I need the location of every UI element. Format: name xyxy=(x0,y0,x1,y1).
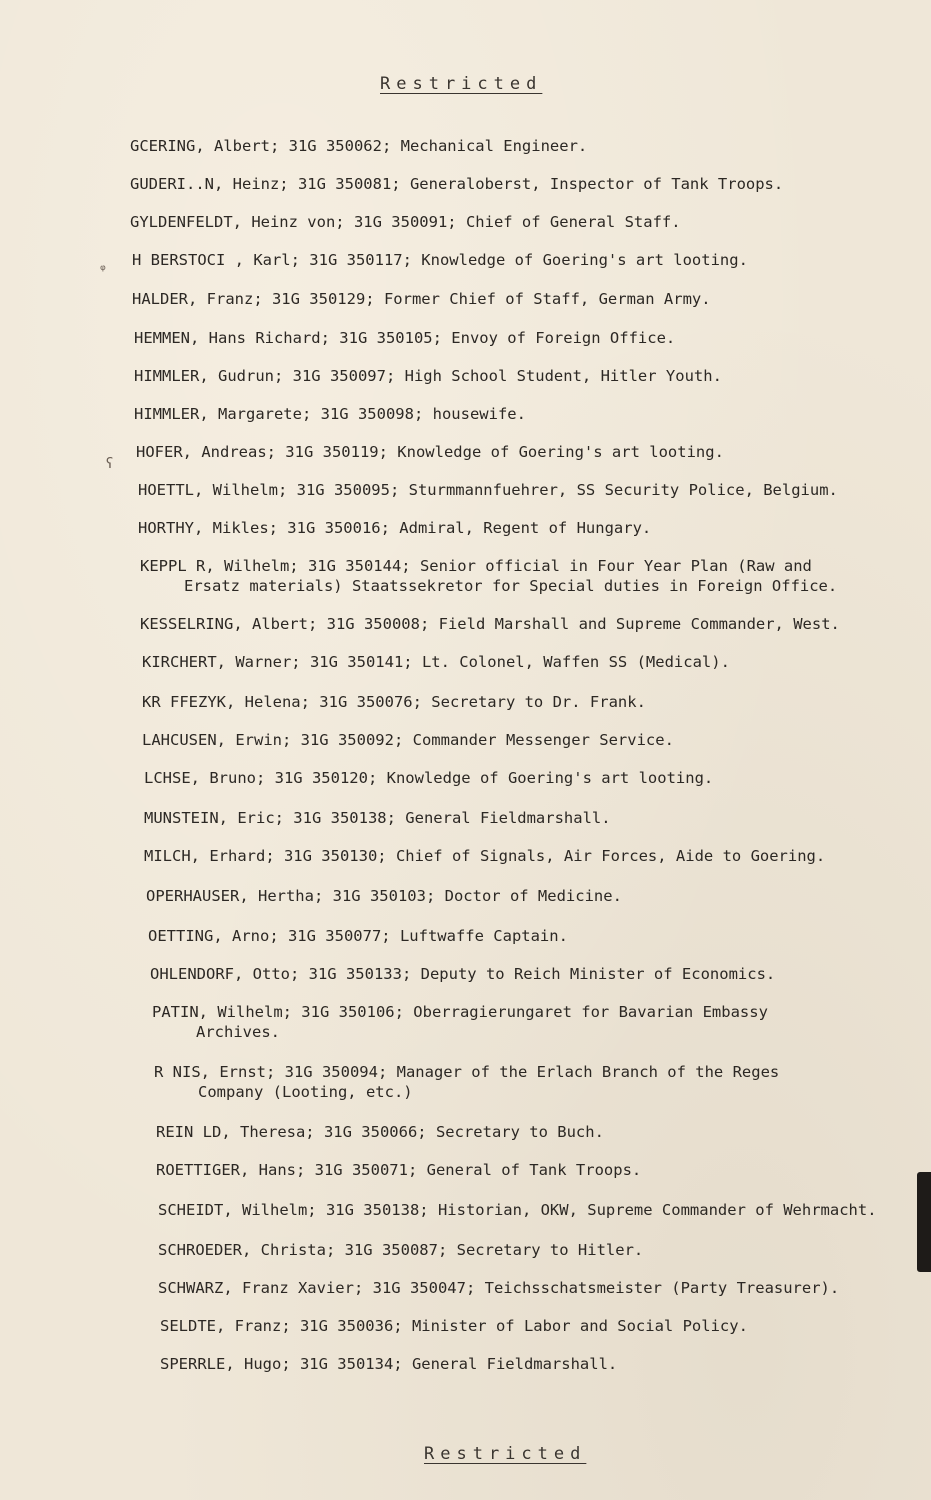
list-item xyxy=(156,1160,641,1180)
list-item xyxy=(142,652,730,672)
entry-text: SELDTE, Franz; 31G 350036; Minister of Labor and Social Policy. xyxy=(160,1317,748,1335)
entry-text: SCHWARZ, Franz Xavier; 31G 350047; Teichsschatsmeister (Party Treasurer). xyxy=(158,1279,840,1297)
list-item xyxy=(160,1354,617,1374)
list-item xyxy=(150,964,775,984)
entry-text: GCERING, Albert; 31G 350062; Mechanical Engineer. xyxy=(130,137,588,155)
list-item xyxy=(134,328,675,348)
list-item xyxy=(144,768,713,788)
list-item xyxy=(130,136,587,156)
classification-header: Restricted xyxy=(380,74,543,94)
list-item xyxy=(138,480,838,500)
entry-text: LAHCUSEN, Erwin; 31G 350092; Commander Messenger Service. xyxy=(142,731,674,749)
margin-annotation: ʕ xyxy=(106,456,114,472)
list-item xyxy=(158,1278,839,1298)
entry-text: H BERSTOCI , Karl; 31G 350117; Knowledge of Goering's art looting. xyxy=(132,251,748,269)
entry-text: LCHSE, Bruno; 31G 350120; Knowledge of Goering's art looting. xyxy=(144,769,714,787)
entry-text: ROETTIGER, Hans; 31G 350071; General of Tank Troops. xyxy=(156,1161,642,1179)
list-item xyxy=(134,404,526,424)
entry-text: OHLENDORF, Otto; 31G 350133; Deputy to Reich Minister of Economics. xyxy=(150,965,776,983)
list-item xyxy=(138,518,651,538)
entry-text: KESSELRING, Albert; 31G 350008; Field Marshall and Supreme Commander, West. xyxy=(140,615,840,633)
entry-text: SPERRLE, Hugo; 31G 350134; General Fieldmarshall. xyxy=(160,1355,618,1373)
list-item xyxy=(158,1200,877,1220)
entry-text: GUDERI..N, Heinz; 31G 350081; Generaloberst, Inspector of Tank Troops. xyxy=(130,175,784,193)
list-item xyxy=(140,614,840,634)
entry-text: HEMMEN, Hans Richard; 31G 350105; Envoy of Foreign Office. xyxy=(134,329,676,347)
list-item xyxy=(130,174,783,194)
entry-text: MUNSTEIN, Eric; 31G 350138; General Fieldmarshall. xyxy=(144,809,611,827)
list-item xyxy=(134,366,722,386)
list-item xyxy=(160,1316,748,1336)
classification-footer: Restricted xyxy=(424,1444,587,1464)
entry-continuation: Company (Looting, etc.) xyxy=(198,1083,413,1101)
list-item xyxy=(132,250,748,270)
margin-annotation: ᵩ xyxy=(100,258,106,274)
list-item xyxy=(144,808,611,828)
entry-text: HOETTL, Wilhelm; 31G 350095; Sturmmannfuehrer, SS Security Police, Belgium. xyxy=(138,481,838,499)
list-item xyxy=(156,1122,604,1142)
entry-text: SCHROEDER, Christa; 31G 350087; Secretary to Hitler. xyxy=(158,1241,644,1259)
entry-text: OPERHAUSER, Hertha; 31G 350103; Doctor of Medicine. xyxy=(146,887,622,905)
list-item xyxy=(158,1240,643,1260)
entry-text: MILCH, Erhard; 31G 350130; Chief of Signals, Air Forces, Aide to Goering. xyxy=(144,847,826,865)
entry-text: HALDER, Franz; 31G 350129; Former Chief of Staff, German Army. xyxy=(132,290,711,308)
list-item xyxy=(136,442,724,462)
entry-continuation: Ersatz materials) Staatssekretor for Special duties in Foreign Office. xyxy=(184,577,838,595)
entry-text: REIN LD, Theresa; 31G 350066; Secretary to Buch. xyxy=(156,1123,604,1141)
list-item xyxy=(144,846,825,866)
entry-text: HIMMLER, Margarete; 31G 350098; housewife. xyxy=(134,405,526,423)
list-item xyxy=(146,886,622,906)
entry-text: PATIN, Wilhelm; 31G 350106; Oberragierungaret for Bavarian Embassy xyxy=(152,1003,768,1021)
list-item xyxy=(142,730,674,750)
entry-text: HOFER, Andreas; 31G 350119; Knowledge of Goering's art looting. xyxy=(136,443,724,461)
entry-text: OETTING, Arno; 31G 350077; Luftwaffe Captain. xyxy=(148,927,568,945)
entry-continuation: Archives. xyxy=(196,1023,280,1041)
list-item xyxy=(132,289,711,309)
entry-text: KEPPL R, Wilhelm; 31G 350144; Senior official in Four Year Plan (Raw and xyxy=(140,557,812,575)
entry-text: HORTHY, Mikles; 31G 350016; Admiral, Regent of Hungary. xyxy=(138,519,652,537)
list-item xyxy=(148,926,568,946)
list-item xyxy=(154,1062,779,1102)
entry-text: HIMMLER, Gudrun; 31G 350097; High School Student, Hitler Youth. xyxy=(134,367,722,385)
entry-text: KIRCHERT, Warner; 31G 350141; Lt. Colonel, Waffen SS (Medical). xyxy=(142,653,730,671)
list-item xyxy=(142,692,646,712)
entry-text: R NIS, Ernst; 31G 350094; Manager of the Erlach Branch of the Reges xyxy=(154,1063,780,1081)
entry-text: GYLDENFELDT, Heinz von; 31G 350091; Chief of General Staff. xyxy=(130,213,681,231)
list-item xyxy=(152,1002,768,1042)
entry-text: KR FFEZYK, Helena; 31G 350076; Secretary to Dr. Frank. xyxy=(142,693,646,711)
page-edge-tab xyxy=(917,1172,931,1272)
entry-text: SCHEIDT, Wilhelm; 31G 350138; Historian, OKW, Supreme Commander of Wehrmacht. xyxy=(158,1201,877,1219)
list-item xyxy=(130,212,681,232)
list-item xyxy=(140,556,837,596)
